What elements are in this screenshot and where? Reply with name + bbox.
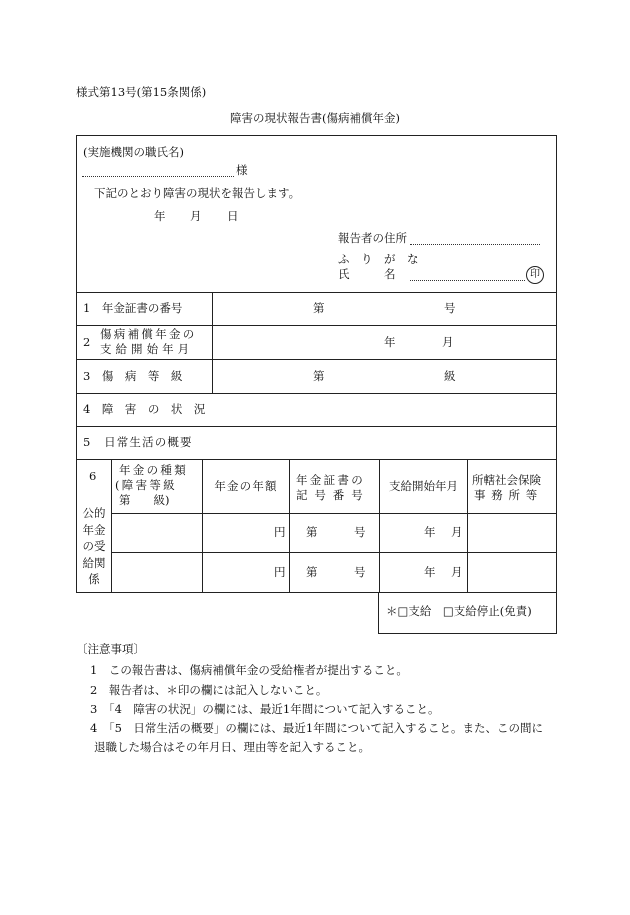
month-label: 月 bbox=[451, 565, 463, 579]
cert-go-label: 号 bbox=[354, 525, 366, 539]
pension-start-header: 支給開始年月 bbox=[389, 479, 458, 494]
start-year-label: 年 bbox=[384, 335, 396, 349]
pension-type-header-line2: (障害等級 bbox=[115, 478, 177, 492]
injury-grade-label: 3 傷 病 等 級 bbox=[83, 369, 183, 383]
payment-start-label-line2: 支給開始年月 bbox=[100, 342, 194, 356]
grade-kyu-label: 級 bbox=[444, 369, 456, 383]
public-pension-side-label: 公的年金の受給関係 bbox=[82, 506, 106, 586]
reporter-address-label: 報告者の住所 bbox=[338, 231, 407, 245]
pension-cert-number-field[interactable] bbox=[213, 293, 556, 325]
note-item: 4 「5 日常生活の概要」の欄には、最近1年間について記入すること。また、この間に bbox=[90, 721, 543, 735]
payment-start-field[interactable] bbox=[213, 326, 556, 359]
start-month-label: 月 bbox=[442, 335, 454, 349]
disability-status-field[interactable] bbox=[260, 394, 556, 426]
cert-dai-label: 第 bbox=[313, 301, 325, 315]
date-year-label: 年 bbox=[154, 209, 166, 223]
reporter-name-label: 氏 名 bbox=[338, 267, 396, 281]
note-item: 1 この報告書は、傷病補償年金の受給権者が提出すること。 bbox=[90, 663, 408, 677]
seal-mark-icon: 印 bbox=[526, 266, 544, 284]
payment-start-label-line1: 傷病補償年金の bbox=[100, 327, 197, 341]
yen-label: 円 bbox=[274, 525, 286, 539]
pension-amount-header: 年金の年額 bbox=[214, 479, 278, 494]
office-cell[interactable] bbox=[468, 553, 556, 592]
pension-cert-header-line1: 年金証書の bbox=[296, 473, 365, 487]
note-item-continuation: 退職した場合はその年月日、理由等を記入すること。 bbox=[94, 740, 370, 754]
pension-office-header-line2: 事務所等 bbox=[474, 488, 543, 502]
note-item: 3 「4 障害の状況」の欄には、最近1年間について記入すること。 bbox=[90, 702, 440, 716]
pension-type-header-line1: 年金の種類 bbox=[119, 463, 188, 477]
daily-life-label: 5 日常生活の概要 bbox=[83, 435, 193, 449]
note-item: 2 報告者は、＊印の欄には記入しないこと。 bbox=[90, 683, 328, 697]
year-label: 年 bbox=[424, 565, 436, 579]
office-cell[interactable] bbox=[468, 514, 556, 552]
form-number: 様式第13号(第15条関係) bbox=[76, 85, 207, 99]
date-month-label: 月 bbox=[190, 209, 202, 223]
injury-grade-field[interactable] bbox=[213, 360, 556, 393]
pension-type-header-line3: 第 級) bbox=[119, 493, 170, 507]
reporter-address-field[interactable] bbox=[410, 244, 540, 245]
yen-label: 円 bbox=[274, 565, 286, 579]
row2-number: 2 bbox=[83, 335, 91, 349]
pension-type-cell[interactable] bbox=[112, 514, 202, 552]
pension-cert-header-line2: 記号番号 bbox=[296, 488, 370, 502]
daily-life-field[interactable] bbox=[260, 427, 556, 459]
year-label: 年 bbox=[424, 525, 436, 539]
furigana-label: ふ り が な bbox=[338, 252, 419, 266]
pension-office-header-line1: 所轄社会保険 bbox=[472, 473, 541, 487]
report-statement: 下記のとおり障害の現状を報告します。 bbox=[94, 186, 301, 200]
date-day-label: 日 bbox=[227, 209, 239, 223]
official-use-checkboxes: ＊□支給 □支給停止(免責) bbox=[386, 604, 532, 618]
sama-label: 様 bbox=[236, 163, 248, 177]
cert-dai-label: 第 bbox=[306, 525, 318, 539]
disability-status-label: 4 障 害 の 状 況 bbox=[83, 402, 206, 416]
agency-name-line[interactable] bbox=[82, 176, 234, 177]
agency-label: (実施機関の職氏名) bbox=[83, 145, 184, 159]
notes-heading: 〔注意事項〕 bbox=[76, 642, 145, 656]
cert-go-label: 号 bbox=[444, 301, 456, 315]
pension-cert-number-label: 1 年金証書の番号 bbox=[83, 301, 183, 315]
month-label: 月 bbox=[451, 525, 463, 539]
cert-dai-label: 第 bbox=[306, 565, 318, 579]
page-title: 障害の現状報告書(傷病補償年金) bbox=[230, 111, 400, 125]
grade-dai-label: 第 bbox=[313, 369, 325, 383]
row6-number: 6 bbox=[89, 469, 97, 483]
cert-go-label: 号 bbox=[354, 565, 366, 579]
pension-type-cell[interactable] bbox=[112, 553, 202, 592]
reporter-name-field[interactable] bbox=[410, 280, 525, 281]
